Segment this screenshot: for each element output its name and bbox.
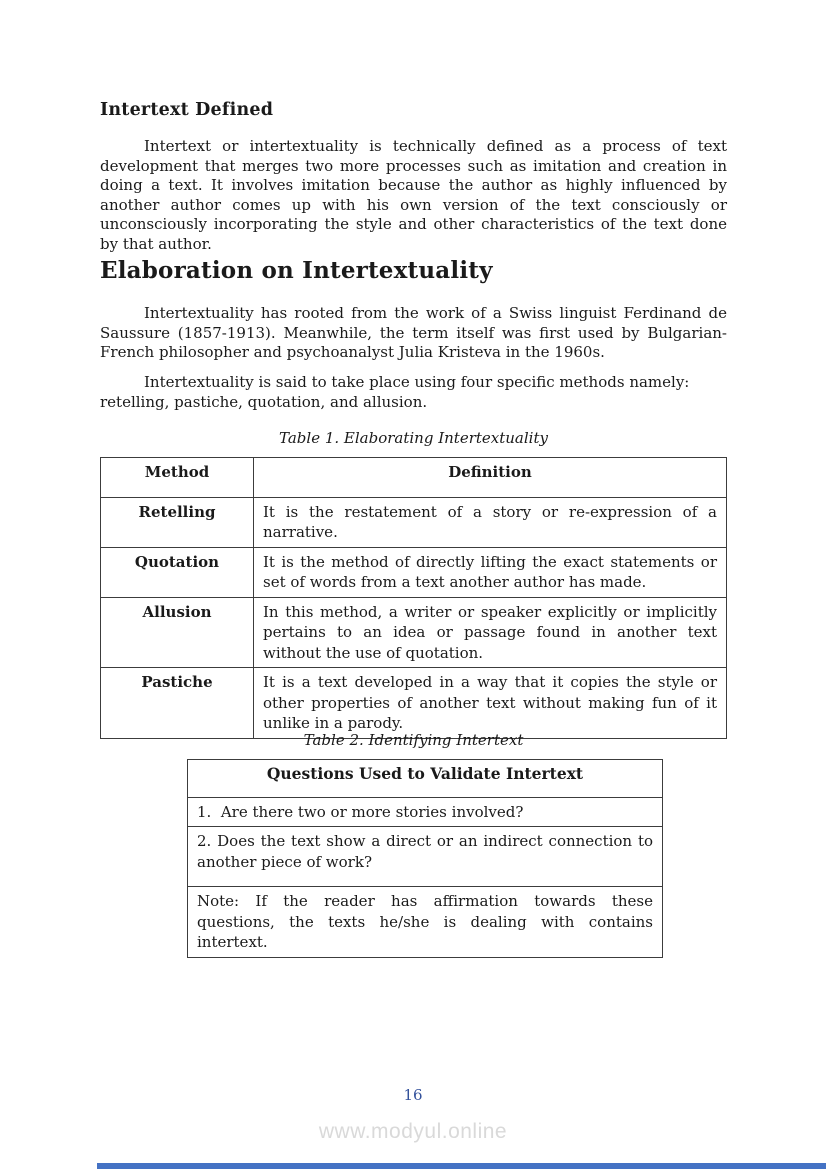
table1-definition-pastiche: It is a text developed in a way that it copies the style or other properties of another text without making fun of it unlike in a parody. (254, 668, 727, 739)
table-row (188, 797, 663, 827)
table-row (101, 668, 727, 739)
table-row (188, 827, 663, 887)
table1-definition-quotation: It is the method of directly lifting the exact statements or set of words from a text another author has made. (254, 547, 727, 597)
paragraph-intertext-definition: Intertext or intertextuality is technically defined as a process of text development that merges two more processes such as imitation and creation in doing a text. It involves imitation because the author as highly influenced by another author comes up with his own version of the text consciously or unconsciously incorporating the style and other characteristics of the text done by that author. (100, 137, 727, 253)
table1-method-retelling: Retelling (101, 497, 254, 547)
table-elaborating-intertextuality (100, 457, 727, 739)
footer-accent-bar (97, 1163, 826, 1169)
table-header-row (101, 458, 727, 498)
table2-question-2: 2. Does the text show a direct or an indirect connection to another piece of work? (188, 827, 663, 887)
table2-header: Questions Used to Validate Intertext (188, 760, 663, 798)
table1-header-method: Method (101, 458, 254, 498)
table2-question-1: 1. Are there two or more stories involved? (188, 797, 663, 827)
table2-caption: Table 2. Identifying Intertext (303, 731, 524, 749)
table-row (101, 497, 727, 547)
section-heading-elaboration: Elaboration on Intertextuality (100, 257, 493, 284)
table-row (188, 887, 663, 958)
table-identifying-intertext (187, 759, 663, 958)
table1-method-pastiche: Pastiche (101, 668, 254, 739)
watermark-text: www.modyul.online (318, 1120, 508, 1143)
paragraph-four-methods-line2: retelling, pastiche, quotation, and allusion. (100, 392, 428, 411)
table1-definition-retelling: It is the restatement of a story or re-expression of a narrative. (254, 497, 727, 547)
table-row (101, 547, 727, 597)
table1-definition-allusion: In this method, a writer or speaker explicitly or implicitly pertains to an idea or passage found in another text without the use of quotation. (254, 597, 727, 668)
paragraph-four-methods (100, 373, 727, 412)
table-row (101, 597, 727, 668)
table-header-row (188, 760, 663, 798)
section-heading-intertext-defined: Intertext Defined (100, 100, 274, 120)
table1-header-definition: Definition (254, 458, 727, 498)
table2-note: Note: If the reader has affirmation towards these questions, the texts he/she is dealing with contains intertext. (188, 887, 663, 958)
paragraph-saussure-kristeva: Intertextuality has rooted from the work of a Swiss linguist Ferdinand de Saussure (1857-1913). Meanwhile, the term itself was first used by Bulgarian-French philosopher and psychoanalyst Julia Kristeva in the 1960s. (100, 304, 727, 362)
table1-method-quotation: Quotation (101, 547, 254, 597)
table1-method-allusion: Allusion (101, 597, 254, 668)
paragraph-four-methods-line1: Intertextuality is said to take place using four specific methods namely: (144, 373, 690, 391)
page-number: 16 (403, 1086, 423, 1104)
table1-caption: Table 1. Elaborating Intertextuality (279, 429, 548, 447)
